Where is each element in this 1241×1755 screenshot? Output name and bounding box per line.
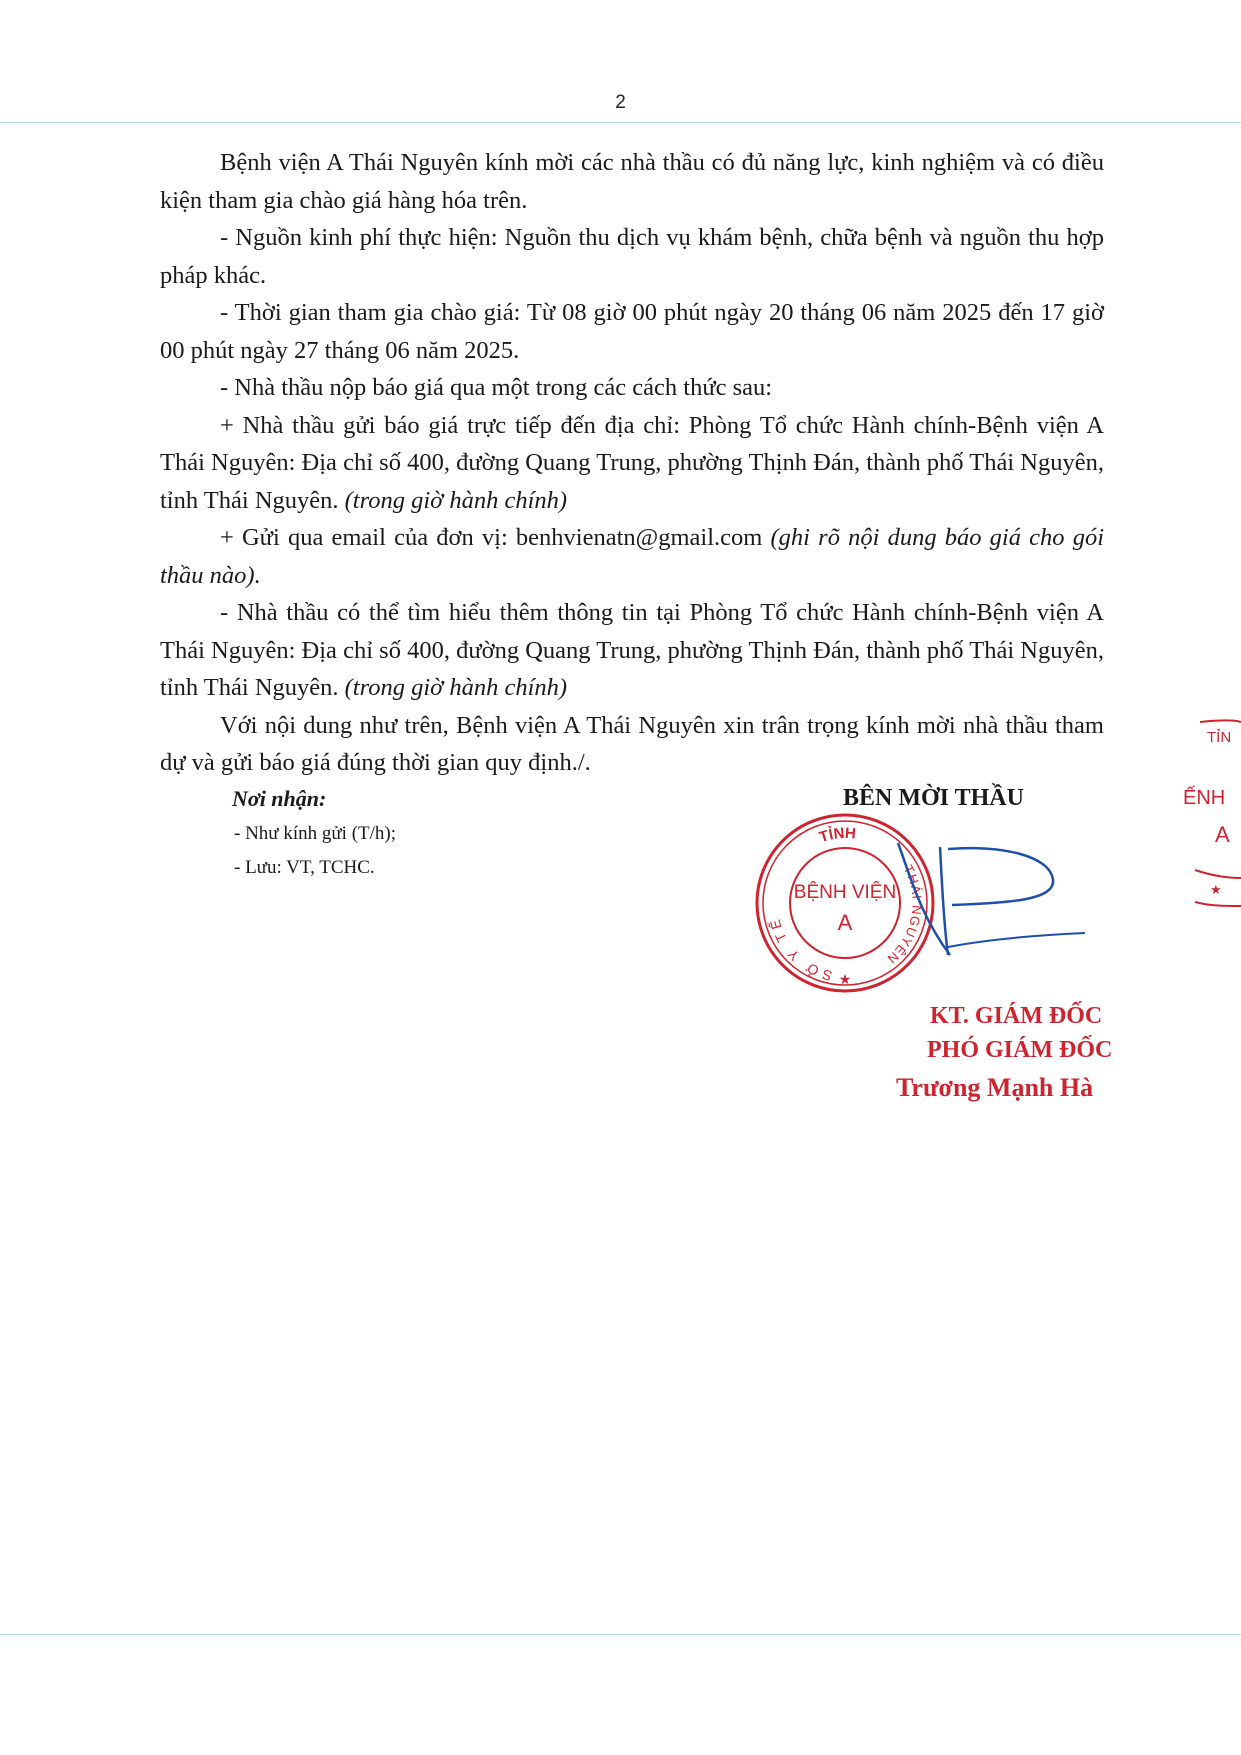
signer-name: Trương Mạnh Hà [896, 1073, 1094, 1102]
paragraph-email-submission: + Gửi qua email của đơn vị: benhvienatn@gmail.com (ghi rõ nội dung báo giá cho gói thầu nào). [160, 524, 1105, 589]
edge-stamp-text-3: A [1215, 822, 1230, 847]
paragraph-closing: Với nội dung như trên, Bệnh viện A Thái Nguyên xin trân trọng kính mời nhà thầu tham dự và gửi báo giá đúng thời gian quy định./. [160, 711, 1104, 776]
edge-stamp-text-2: ẾNH [1183, 787, 1226, 809]
stamp-top-text: TỈNH [817, 824, 857, 847]
signer-role-line2: PHÓ GIÁM ĐỐC [927, 1037, 1113, 1063]
svg-text:SỞ Y TẾ [766, 914, 834, 984]
bottom-rule [0, 1634, 1241, 1635]
signer-role-line1: KT. GIÁM ĐỐC [930, 1003, 1103, 1029]
stamp-right-text: THÁI NGUYÊN [883, 862, 925, 968]
stamp-center-line1: BỆNH VIỆN [793, 882, 897, 903]
paragraph-direct-submission: + Nhà thầu gửi báo giá trực tiếp đến địa chỉ: Phòng Tổ chức Hành chính-Bệnh viện A Thái Nguyên: Địa chỉ số 400, đường Quang Trung, phường Thịnh Đán, thành phố Thái Nguyên, tỉnh Thái Nguyên. (trong giờ hành chính) [160, 411, 1104, 514]
letter-body [160, 144, 1104, 782]
recipients-title: Nơi nhận: [232, 786, 327, 811]
paragraph-invitation: Bệnh viện A Thái Nguyên kính mời các nhà thầu có đủ năng lực, kinh nghiệm và có điều kiện tham gia chào giá hàng hóa trên. [160, 149, 1104, 214]
edge-stamp-star-icon: ★ [1210, 882, 1222, 897]
handwritten-signature [890, 835, 1090, 965]
stamp-center-line2: A [837, 910, 853, 935]
stamp-left-text: SỞ Y TẾ [765, 914, 834, 985]
paragraph-more-info: - Nhà thầu có thể tìm hiểu thêm thông tin tại Phòng Tổ chức Hành chính-Bệnh viện A Thái Nguyên: Địa chỉ số 400, đường Quang Trung, phường Thịnh Đán, thành phố Thái Nguyên, tỉnh Thái Nguyên. (trong giờ hành chính) [160, 599, 1104, 701]
page-number: 2 [615, 92, 626, 113]
svg-text:TỈNH [817, 825, 856, 846]
signer-title: BÊN MỜI THẦU [843, 785, 1024, 811]
paragraph-time: - Thời gian tham gia chào giá: Từ 08 giờ 00 phút ngày 20 tháng 06 năm 2025 đến 17 giờ 00 phút ngày 27 tháng 06 năm 2025. [160, 299, 1104, 364]
recipient-item: - Như kính gửi (T/h); [234, 823, 397, 844]
recipient-item: - Lưu: VT, TCHC. [234, 857, 375, 878]
stamp-star-icon: ★ [838, 973, 852, 988]
top-rule [0, 122, 1241, 123]
edge-stamp-text-1: TỈN [1207, 729, 1232, 746]
paragraph-methods: - Nhà thầu nộp báo giá qua một trong các cách thức sau: [220, 374, 773, 401]
edge-stamp-partial [1180, 710, 1241, 910]
paragraph-funding: - Nguồn kinh phí thực hiện: Nguồn thu dịch vụ khám bệnh, chữa bệnh và nguồn thu hợp pháp khác. [160, 224, 1104, 289]
